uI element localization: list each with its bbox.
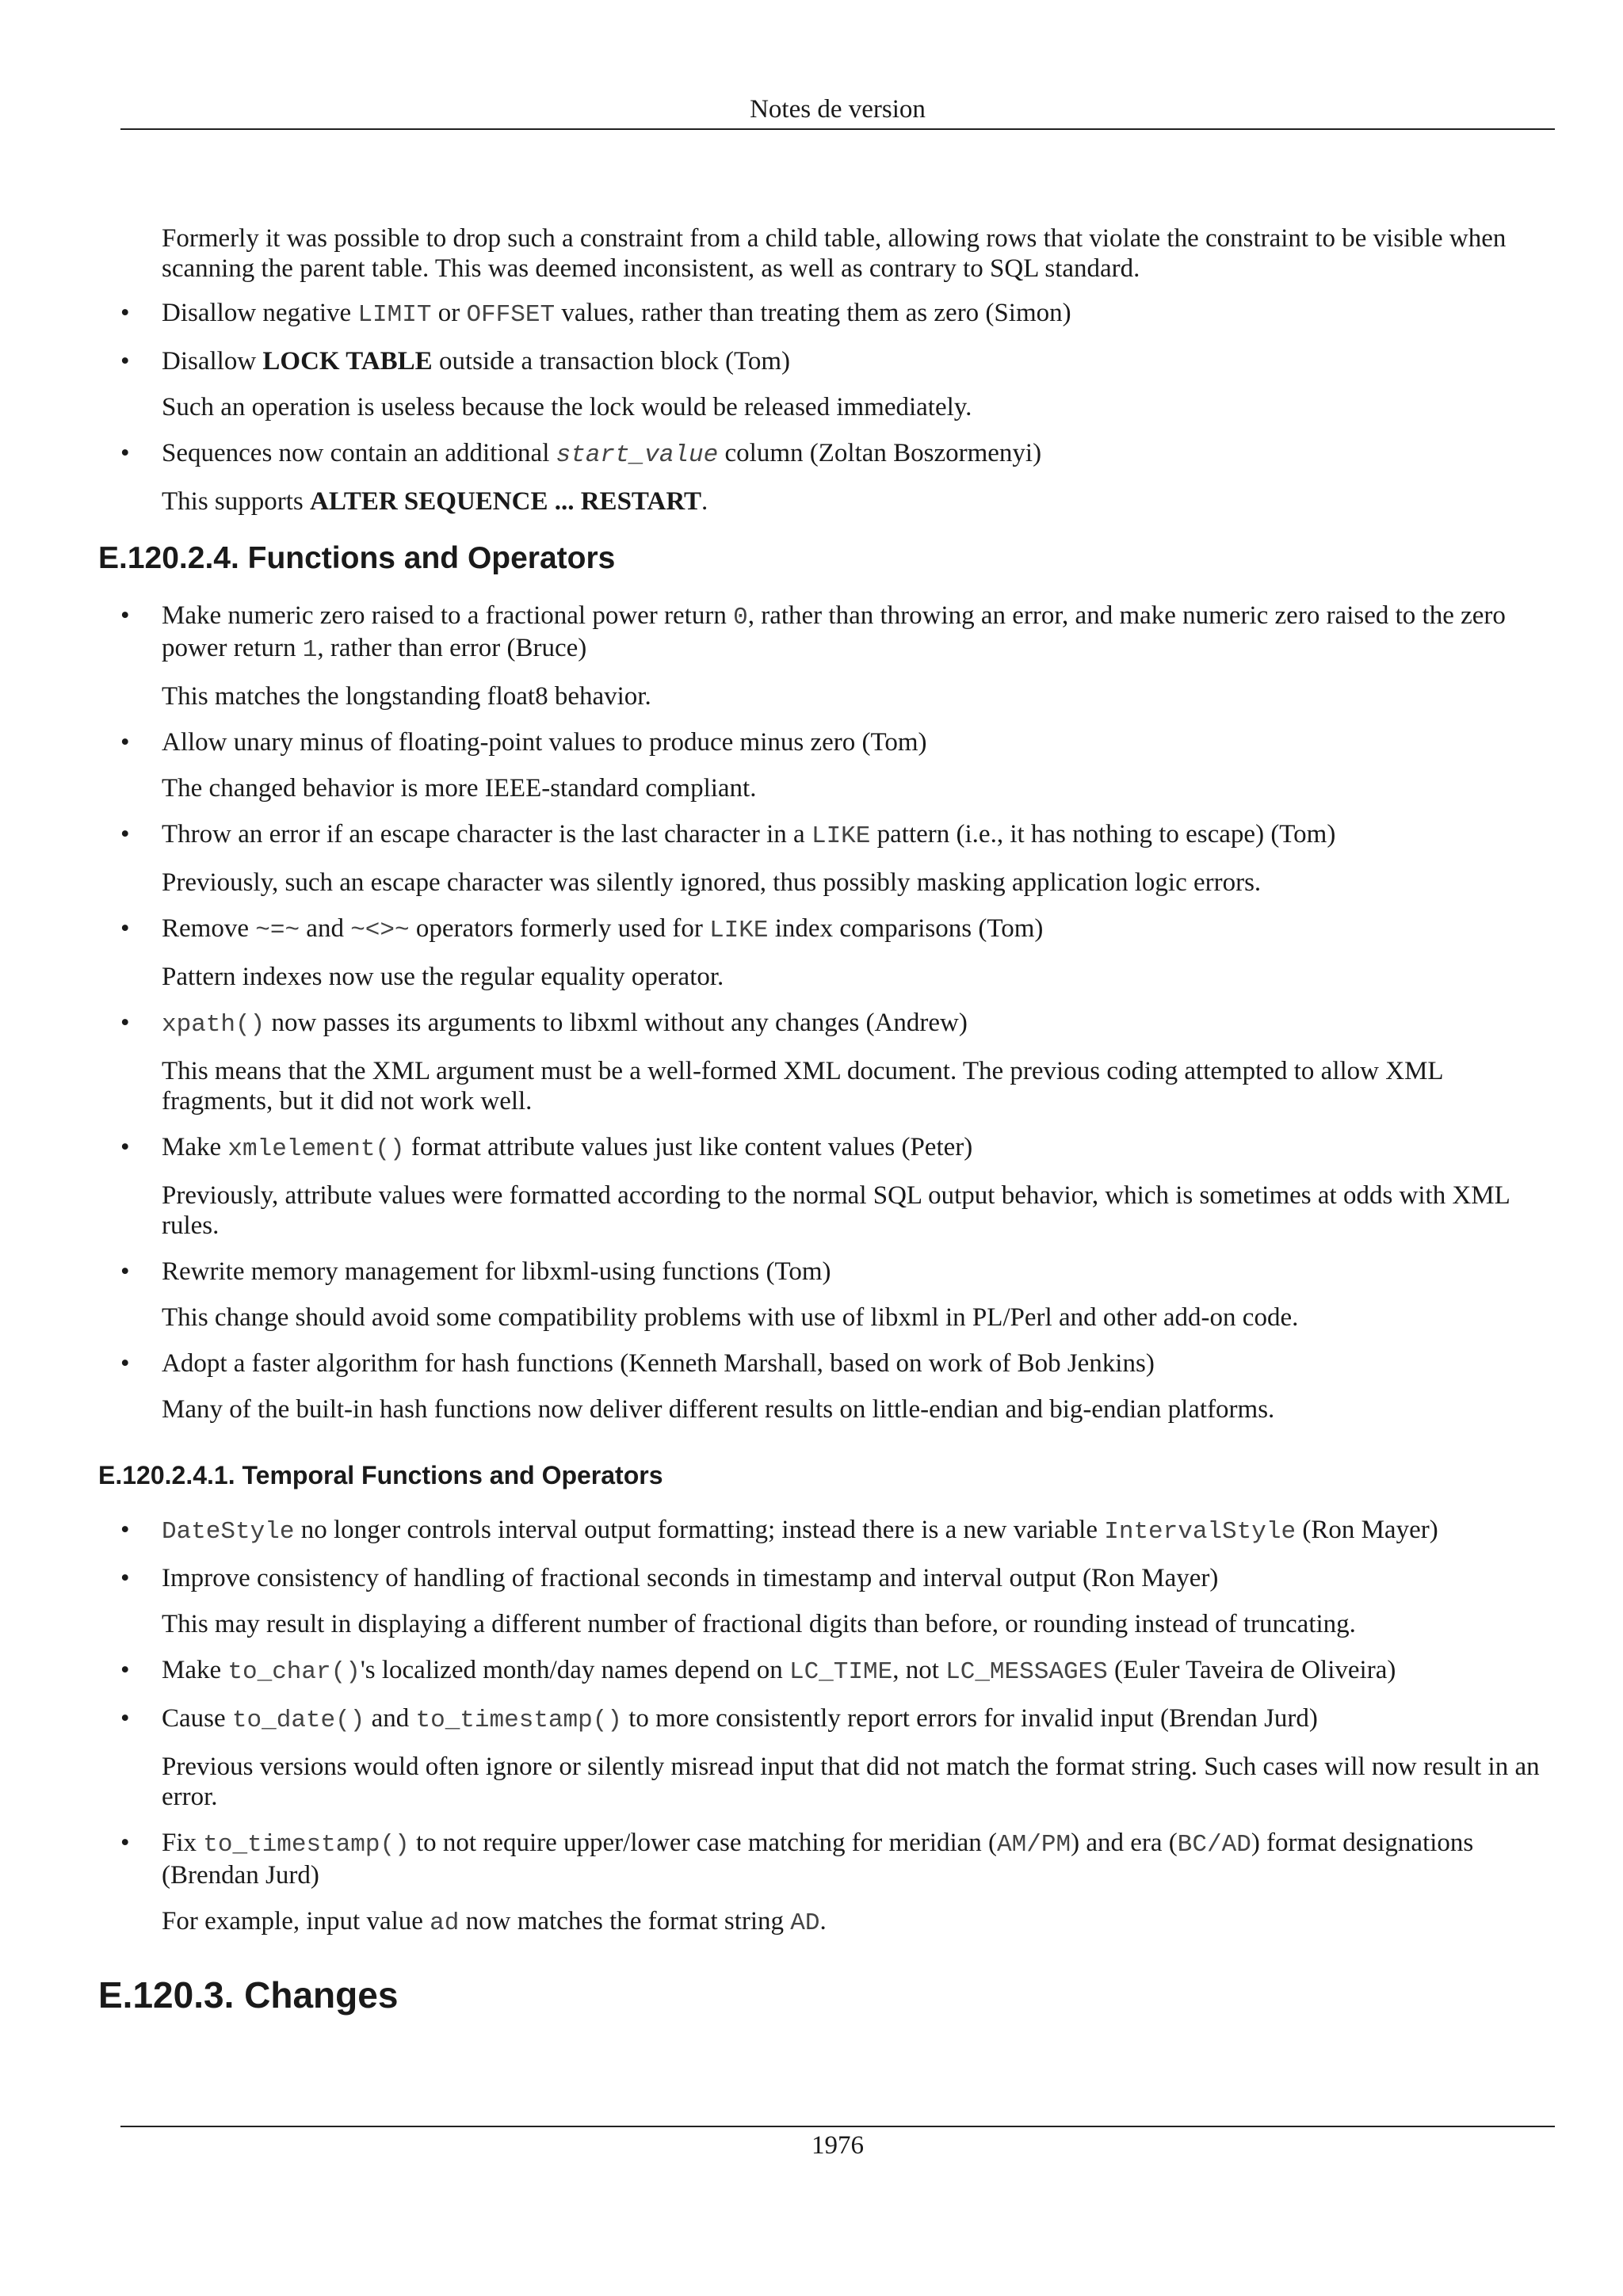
text: Make [162, 1656, 228, 1684]
code-zero: 0 [733, 604, 748, 631]
code-ad-upper: AD [790, 1909, 820, 1937]
text: 's localized month/day names depend on [360, 1656, 789, 1684]
bold-command: ALTER SEQUENCE ... RESTART [310, 487, 702, 516]
text: pattern (i.e., it has nothing to escape) (Tom) [870, 820, 1336, 849]
list-item [98, 1008, 1555, 1040]
text: to more consistently report errors for invalid input (Brendan Jurd) [621, 1704, 1318, 1733]
text: now passes its arguments to libxml without any changes (Andrew) [265, 1009, 968, 1037]
list-item [98, 346, 1555, 376]
item-note: This means that the XML argument must be a well-formed XML document. The previous coding attempted to allow XML fragments, but it did not work well. [162, 1057, 1443, 1116]
item-note: This matches the longstanding float8 behavior. [162, 682, 651, 711]
text: Make numeric zero raised to a fractional power return [162, 601, 734, 630]
text: outside a transaction block (Tom) [432, 347, 791, 376]
text: operators formerly used for [409, 914, 710, 943]
text: index comparisons (Tom) [768, 914, 1044, 943]
text: column (Zoltan Boszormenyi) [718, 439, 1042, 467]
text: , rather than throwing an error, and make numeric zero raised to the zero power return [162, 601, 1506, 662]
bullet-icon: • [120, 1564, 130, 1592]
bullet-icon: • [120, 299, 130, 327]
header-rule [120, 128, 1555, 130]
chapter-heading: E.120.3. Changes [98, 1974, 399, 2016]
list-item [98, 819, 1555, 852]
code-like: LIKE [811, 822, 871, 850]
text: to not require upper/lower case matching for meridian ( [409, 1829, 998, 1857]
code-slash: / [1206, 1831, 1222, 1859]
list-item [98, 913, 1555, 946]
list-item [98, 298, 1555, 330]
item-note: Many of the built-in hash functions now deliver different results on little-endian and big-endian platforms. [162, 1395, 1275, 1424]
item-note: The changed behavior is more IEEE-standard compliant. [162, 774, 757, 803]
bullet-icon: • [120, 914, 130, 943]
text: Adopt a faster algorithm for hash functions (Kenneth Marshall, based on work of Bob Jenkins) [162, 1349, 1155, 1378]
item-note: Previous versions would often ignore or silently misread input that did not match the format string. Such cases will now result in an error. [162, 1753, 1540, 1811]
text: Improve consistency of handling of fractional seconds in timestamp and interval output (Ron Mayer) [162, 1564, 1219, 1592]
code-pm: PM [1041, 1831, 1071, 1859]
text: and [365, 1704, 416, 1733]
item-note [162, 486, 1555, 517]
code-to-char: to_char() [227, 1658, 361, 1686]
text: Disallow negative [162, 299, 358, 327]
footer-rule [120, 2126, 1555, 2127]
text: For example, input value [162, 1907, 430, 1936]
code-start-value: start_value [556, 441, 719, 469]
text: Make [162, 1133, 228, 1161]
bold-command: LOCK TABLE [262, 347, 433, 376]
list-item [98, 601, 1555, 666]
code-to-date: to_date() [231, 1707, 365, 1734]
bullet-icon: • [120, 439, 130, 467]
code-operator: ~=~ [255, 917, 300, 944]
bullet-icon: • [120, 1349, 130, 1378]
code-lc-messages: LC_MESSAGES [945, 1658, 1108, 1686]
code-lc-time: LC_TIME [789, 1658, 893, 1686]
text: format attribute values just like content values (Peter) [404, 1133, 973, 1161]
bullet-icon: • [120, 347, 130, 376]
section-heading: E.120.2.4. Functions and Operators [98, 541, 616, 575]
list-item [98, 1348, 1555, 1379]
bullet-icon: • [120, 1516, 130, 1544]
code-to-timestamp: to_timestamp() [415, 1707, 622, 1734]
page-content [98, 223, 1555, 2016]
intro-paragraph: Formerly it was possible to drop such a constraint from a child table, allowing rows that violate the constraint to be visible when scanning the parent table. This was deemed inconsistent, as well as contrary to SQL standard. [162, 224, 1507, 283]
bullet-icon: • [120, 728, 130, 757]
text: , rather than error (Bruce) [317, 634, 587, 662]
text: Remove [162, 914, 256, 943]
code-like: LIKE [709, 917, 769, 944]
text: Allow unary minus of floating-point values to produce minus zero (Tom) [162, 728, 927, 757]
text: Sequences now contain an additional [162, 439, 556, 467]
code-operator: ~<>~ [350, 917, 410, 944]
list-item [98, 1703, 1555, 1736]
list-item [98, 727, 1555, 757]
text: (Euler Taveira de Oliveira) [1107, 1656, 1396, 1684]
text: . [819, 1907, 827, 1936]
bullet-icon: • [120, 1829, 130, 1857]
code-ad-lower: ad [430, 1909, 460, 1937]
item-note: Such an operation is useless because the lock would be released immediately. [162, 393, 972, 421]
text: Fix [162, 1829, 204, 1857]
list-item [98, 1515, 1555, 1547]
bullet-icon: • [120, 1656, 130, 1684]
code-one: 1 [302, 636, 318, 664]
list-item [98, 1257, 1555, 1287]
text: . [701, 487, 708, 516]
bullet-icon: • [120, 1133, 130, 1161]
list-item [98, 1132, 1555, 1165]
item-note: Pattern indexes now use the regular equality operator. [162, 963, 724, 991]
text: Cause [162, 1704, 232, 1733]
text: , not [892, 1656, 946, 1684]
code-am: AM [997, 1831, 1027, 1859]
code-bc: BC [1177, 1831, 1207, 1859]
item-note: Previously, such an escape character was silently ignored, thus possibly masking application logic errors. [162, 868, 1262, 897]
running-header: Notes de version [750, 95, 926, 124]
text: This supports [162, 487, 311, 516]
bullet-icon: • [120, 1009, 130, 1037]
text: and [300, 914, 351, 943]
text: values, rather than treating them as zero (Simon) [555, 299, 1071, 327]
text: Throw an error if an escape character is the last character in a [162, 820, 812, 849]
item-note: This change should avoid some compatibility problems with use of libxml in PL/Perl and other add-on code. [162, 1303, 1299, 1332]
bullet-icon: • [120, 820, 130, 849]
text: no longer controls interval output formatting; instead there is a new variable [294, 1516, 1105, 1544]
bullet-icon: • [120, 1704, 130, 1733]
code-slash: / [1026, 1831, 1041, 1859]
subsection-heading: E.120.2.4.1. Temporal Functions and Operators [98, 1461, 663, 1489]
text: Rewrite memory management for libxml-using functions (Tom) [162, 1257, 831, 1286]
text: (Ron Mayer) [1296, 1516, 1438, 1544]
bullet-icon: • [120, 601, 130, 630]
bullet-icon: • [120, 1257, 130, 1286]
code-intervalstyle: IntervalStyle [1104, 1518, 1296, 1546]
code-xmlelement: xmlelement() [227, 1135, 405, 1163]
page-number: 1976 [812, 2131, 864, 2160]
text: ) format designations (Brendan Jurd) [162, 1829, 1474, 1890]
list-item [98, 1563, 1555, 1593]
list-item [98, 438, 1555, 471]
item-note: Previously, attribute values were formatted according to the normal SQL output behavior, which is sometimes at odds with XML rules. [162, 1181, 1510, 1240]
item-note: This may result in displaying a different number of fractional digits than before, or rounding instead of truncating. [162, 1610, 1356, 1638]
code-offset: OFFSET [466, 301, 556, 329]
text: ) and era ( [1071, 1829, 1178, 1857]
text: or [431, 299, 467, 327]
item-note [162, 1906, 1555, 1939]
text: Disallow [162, 347, 263, 376]
code-xpath: xpath() [162, 1011, 265, 1039]
code-to-timestamp: to_timestamp() [203, 1831, 410, 1859]
list-item [98, 1828, 1555, 1890]
code-limit: LIMIT [357, 301, 432, 329]
list-item [98, 1655, 1555, 1688]
code-datestyle: DateStyle [162, 1518, 295, 1546]
text: now matches the format string [459, 1907, 791, 1936]
code-ad: AD [1221, 1831, 1251, 1859]
